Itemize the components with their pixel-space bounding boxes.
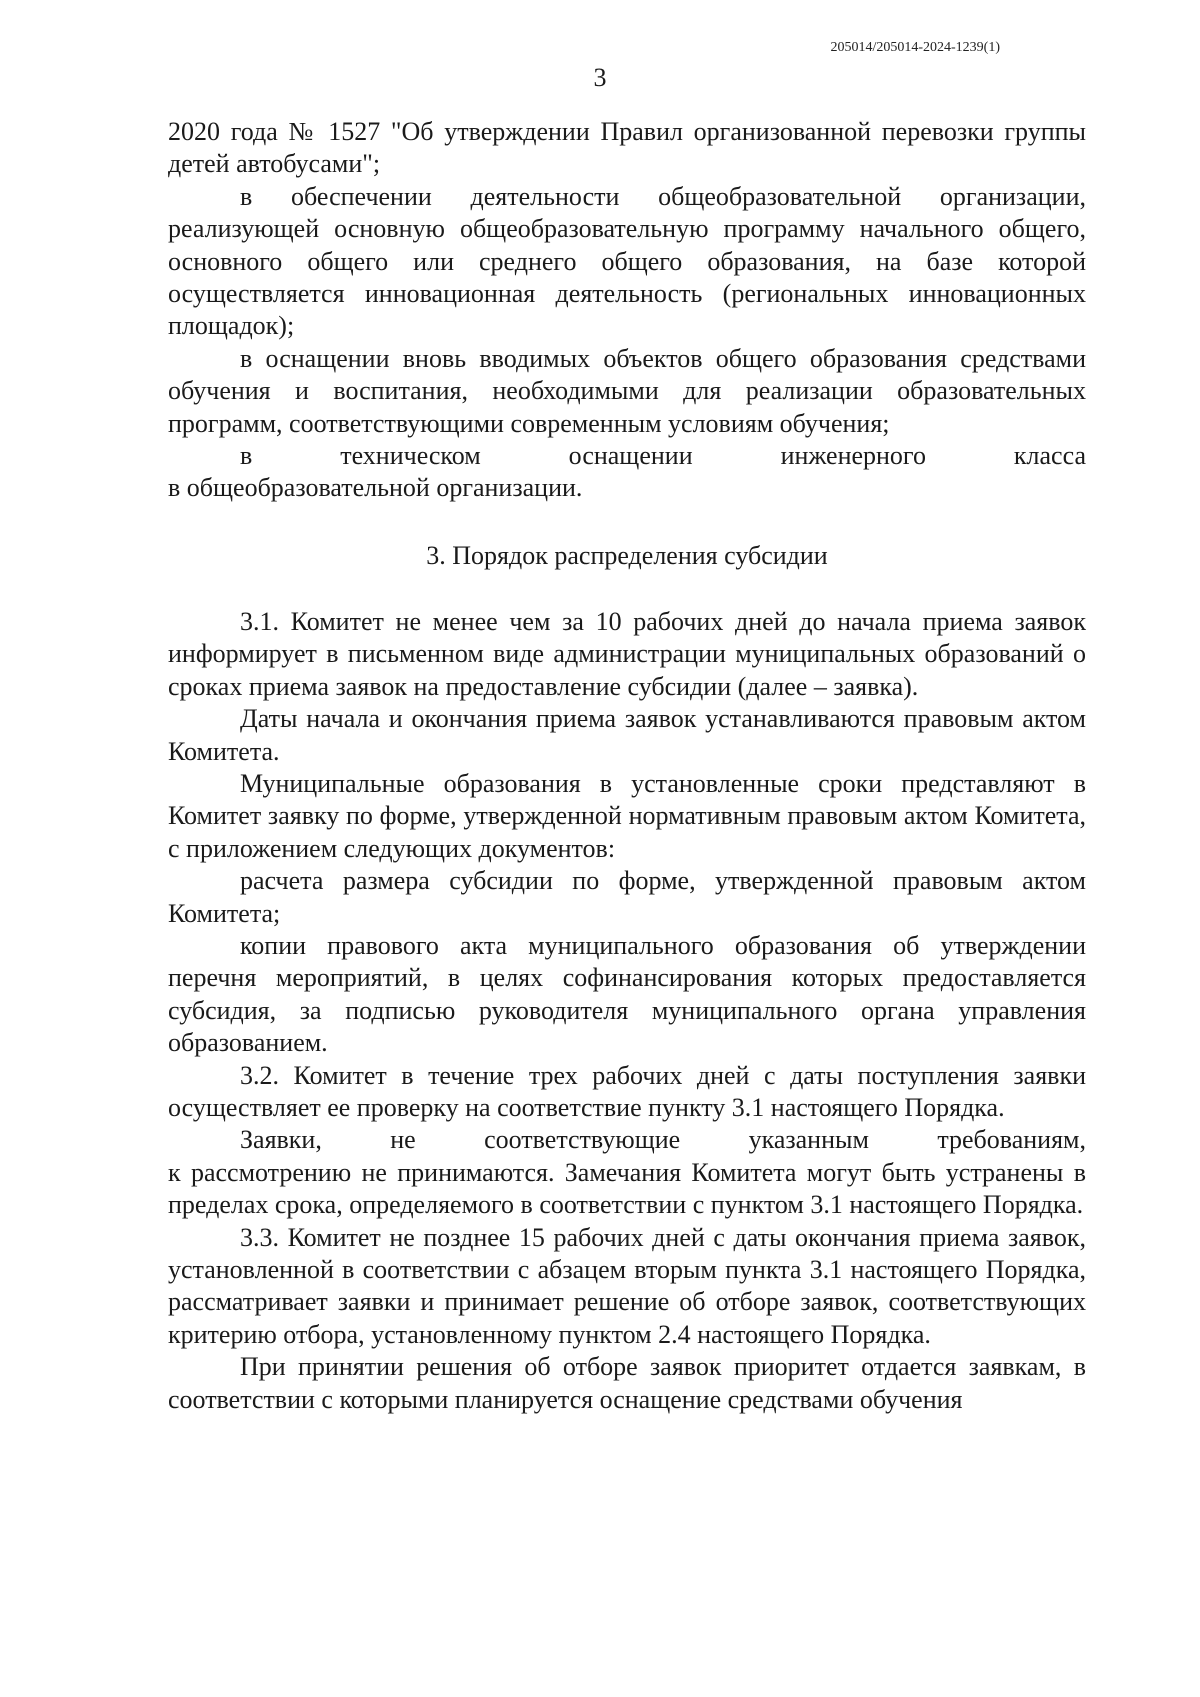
paragraph: в оснащении вновь вводимых объектов общего образования средствами обучения и воспитания, необходимыми для реализации образовательных программ, соответствующими современным условиям обучения; bbox=[168, 343, 1086, 438]
document-registration-number: 205014/205014-2024-1239(1) bbox=[830, 40, 1000, 55]
paragraph: 3.3. Комитет не позднее 15 рабочих дней с даты окончания приема заявок, установленной в соответствии с абзацем вторым пункта 3.1 настоящего Порядка, рассматривает заявки и принимает решение об отборе заявок, соответствующих критерию отбора, установленному пунктом 2.4 настоящего Порядка. bbox=[168, 1222, 1086, 1349]
section-heading: 3. Порядок распределения субсидии bbox=[426, 540, 828, 570]
paragraph: расчета размера субсидии по форме, утвержденной правовым актом Комитета; bbox=[168, 866, 1086, 928]
document-body bbox=[168, 116, 1086, 1416]
paragraph: 3.1. Комитет не менее чем за 10 рабочих дней до начала приема заявок информирует в письменном виде администрации муниципальных образований о сроках приема заявок на предоставление субсидии (далее – заявка). bbox=[168, 606, 1086, 701]
paragraph: копии правового акта муниципального образования об утверждении перечня мероприятий, в целях софинансирования которых предоставляется субсидия, за подписью руководителя муниципального органа управления образованием. bbox=[168, 930, 1086, 1058]
paragraph: в обеспечении деятельности общеобразовательной организации, реализующей основную общеобразовательную программу начального общего, основного общего или среднего общего образования, на базе которой осуществляется инновационная деятельность (региональных инновационных площадок); bbox=[168, 181, 1086, 341]
page-number: 3 bbox=[593, 63, 607, 92]
paragraph: в общеобразовательной организации. bbox=[168, 473, 583, 503]
paragraph: При принятии решения об отборе заявок приоритет отдается заявкам, в соответствии с которыми планируется оснащение средствами обучения bbox=[168, 1352, 1086, 1414]
paragraph: к рассмотрению не принимаются. Замечания Комитета могут быть устранены в пределах срока, определяемого в соответствии с пунктом 3.1 настоящего Порядка. bbox=[168, 1157, 1086, 1220]
paragraph: в техническом оснащении инженерного класса bbox=[240, 441, 1086, 471]
paragraph: Даты начала и окончания приема заявок устанавливаются правовым актом Комитета. bbox=[168, 704, 1086, 766]
paragraph: 3.2. Комитет в течение трех рабочих дней с даты поступления заявки осуществляет ее проверку на соответствие пункту 3.1 настоящего Порядка. bbox=[168, 1060, 1086, 1122]
paragraph: Муниципальные образования в установленные сроки представляют в Комитет заявку по форме, утвержденной нормативным правовым актом Комитета, с приложением следующих документов: bbox=[168, 768, 1086, 863]
paragraph: Заявки, не соответствующие указанным требованиям, bbox=[240, 1125, 1086, 1155]
paragraph: 2020 года № 1527 "Об утверждении Правил организованной перевозки группы детей автобусами"; bbox=[168, 117, 1086, 179]
